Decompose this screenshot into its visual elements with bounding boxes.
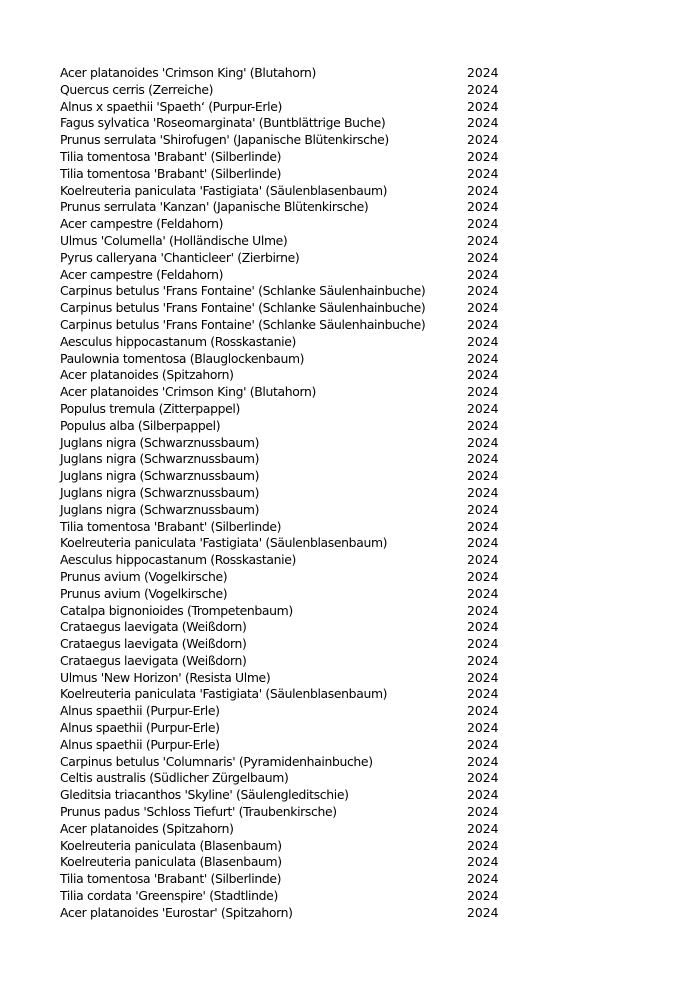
list-item [60, 82, 620, 99]
planting-year: 2024 [467, 619, 499, 635]
tree-species-name: Aesculus hippocastanum (Rosskastanie) [60, 333, 296, 349]
list-item [60, 854, 620, 871]
planting-year: 2024 [467, 501, 499, 517]
planting-year: 2024 [467, 787, 499, 803]
list-item [60, 199, 620, 216]
tree-species-name: Acer campestre (Feldahorn) [60, 216, 224, 232]
planting-year: 2024 [467, 434, 499, 450]
tree-species-name: Prunus avium (Vogelkirsche) [60, 568, 228, 584]
planting-year: 2024 [467, 652, 499, 668]
list-item [60, 233, 620, 250]
tree-species-name: Juglans nigra (Schwarznussbaum) [60, 468, 260, 484]
list-item [60, 787, 620, 804]
tree-species-name: Tilia cordata 'Greenspire' (Stadtlinde) [60, 888, 278, 904]
planting-year: 2024 [467, 871, 499, 887]
planting-year: 2024 [467, 98, 499, 114]
planting-year: 2024 [467, 333, 499, 349]
planting-year: 2024 [467, 636, 499, 652]
list-item [60, 888, 620, 905]
tree-species-name: Catalpa bignonioides (Trompetenbaum) [60, 602, 293, 618]
list-item [60, 418, 620, 435]
list-item [60, 838, 620, 855]
list-item [60, 401, 620, 418]
tree-species-name: Acer platanoides (Spitzahorn) [60, 367, 234, 383]
planting-year: 2024 [467, 81, 499, 97]
planting-year: 2024 [467, 283, 499, 299]
planting-year: 2024 [467, 182, 499, 198]
list-item [60, 351, 620, 368]
planting-year: 2024 [467, 686, 499, 702]
planting-year: 2024 [467, 602, 499, 618]
tree-species-name: Acer platanoides 'Crimson King' (Blutahorn) [60, 384, 316, 400]
planting-year: 2024 [467, 384, 499, 400]
planting-year: 2024 [467, 115, 499, 131]
planting-year: 2024 [467, 300, 499, 316]
list-item [60, 502, 620, 519]
planting-year: 2024 [467, 249, 499, 265]
planting-year: 2024 [467, 820, 499, 836]
list-item [60, 183, 620, 200]
planting-year: 2024 [467, 266, 499, 282]
planting-year: 2024 [467, 770, 499, 786]
list-item [60, 317, 620, 334]
list-item [60, 115, 620, 132]
tree-species-name: Carpinus betulus 'Columnaris' (Pyramidenhainbuche) [60, 753, 373, 769]
list-item [60, 586, 620, 603]
list-item [60, 149, 620, 166]
list-item [60, 636, 620, 653]
list-item [60, 535, 620, 552]
planting-year: 2024 [467, 132, 499, 148]
list-item [60, 300, 620, 317]
tree-species-name: Carpinus betulus 'Frans Fontaine' (Schlanke Säulenhainbuche) [60, 300, 426, 316]
list-item [60, 703, 620, 720]
list-item [60, 65, 620, 82]
tree-species-name: Koelreuteria paniculata (Blasenbaum) [60, 854, 282, 870]
planting-year: 2024 [467, 888, 499, 904]
planting-year: 2024 [467, 535, 499, 551]
planting-year: 2024 [467, 736, 499, 752]
planting-year: 2024 [467, 804, 499, 820]
tree-species-name: Juglans nigra (Schwarznussbaum) [60, 451, 260, 467]
tree-species-name: Koelreuteria paniculata (Blasenbaum) [60, 837, 282, 853]
tree-species-name: Celtis australis (Südlicher Zürgelbaum) [60, 770, 289, 786]
tree-planting-list [60, 65, 620, 922]
tree-species-name: Prunus serrulata 'Shirofugen' (Japanische Blütenkirsche) [60, 132, 389, 148]
tree-species-name: Acer platanoides 'Eurostar' (Spitzahorn) [60, 904, 293, 920]
tree-species-name: Alnus spaethii (Purpur-Erle) [60, 720, 220, 736]
list-item [60, 384, 620, 401]
tree-species-name: Alnus spaethii (Purpur-Erle) [60, 703, 220, 719]
planting-year: 2024 [467, 232, 499, 248]
planting-year: 2024 [467, 350, 499, 366]
tree-species-name: Fagus sylvatica 'Roseomarginata' (Buntblättrige Buche) [60, 115, 386, 131]
list-item [60, 653, 620, 670]
list-item [60, 519, 620, 536]
tree-species-name: Paulownia tomentosa (Blauglockenbaum) [60, 350, 305, 366]
planting-year: 2024 [467, 451, 499, 467]
tree-species-name: Crataegus laevigata (Weißdorn) [60, 636, 247, 652]
tree-species-name: Tilia tomentosa 'Brabant' (Silberlinde) [60, 148, 282, 164]
tree-species-name: Carpinus betulus 'Frans Fontaine' (Schlanke Säulenhainbuche) [60, 283, 426, 299]
list-item [60, 770, 620, 787]
planting-year: 2024 [467, 316, 499, 332]
list-item [60, 670, 620, 687]
list-item [60, 686, 620, 703]
list-item [60, 485, 620, 502]
tree-species-name: Alnus spaethii (Purpur-Erle) [60, 736, 220, 752]
planting-year: 2024 [467, 367, 499, 383]
list-item [60, 435, 620, 452]
planting-year: 2024 [467, 904, 499, 920]
list-item [60, 821, 620, 838]
list-item [60, 603, 620, 620]
list-item [60, 283, 620, 300]
tree-species-name: Koelreuteria paniculata 'Fastigiata' (Säulenblasenbaum) [60, 182, 388, 198]
tree-species-name: Tilia tomentosa 'Brabant' (Silberlinde) [60, 871, 282, 887]
tree-species-name: Acer platanoides (Spitzahorn) [60, 820, 234, 836]
tree-species-name: Prunus avium (Vogelkirsche) [60, 585, 228, 601]
tree-species-name: Juglans nigra (Schwarznussbaum) [60, 434, 260, 450]
planting-year: 2024 [467, 199, 499, 215]
tree-species-name: Carpinus betulus 'Frans Fontaine' (Schlanke Säulenhainbuche) [60, 316, 426, 332]
list-item [60, 367, 620, 384]
planting-year: 2024 [467, 552, 499, 568]
tree-species-name: Acer platanoides 'Crimson King' (Blutahorn) [60, 65, 316, 80]
tree-species-name: Prunus serrulata 'Kanzan' (Japanische Blütenkirsche) [60, 199, 369, 215]
tree-species-name: Koelreuteria paniculata 'Fastigiata' (Säulenblasenbaum) [60, 535, 388, 551]
tree-species-name: Gleditsia triacanthos 'Skyline' (Säulengleditschie) [60, 787, 349, 803]
list-item [60, 132, 620, 149]
list-item [60, 250, 620, 267]
list-item [60, 804, 620, 821]
planting-year: 2024 [467, 417, 499, 433]
planting-year: 2024 [467, 669, 499, 685]
list-item [60, 334, 620, 351]
planting-year: 2024 [467, 148, 499, 164]
tree-species-name: Juglans nigra (Schwarznussbaum) [60, 501, 260, 517]
list-item [60, 905, 620, 922]
list-item [60, 451, 620, 468]
tree-species-name: Populus tremula (Zitterpappel) [60, 400, 241, 416]
tree-species-name: Prunus padus 'Schloss Tiefurt' (Traubenkirsche) [60, 804, 337, 820]
planting-year: 2024 [467, 165, 499, 181]
planting-year: 2024 [467, 468, 499, 484]
tree-species-name: Populus alba (Silberpappel) [60, 417, 221, 433]
planting-year: 2024 [467, 753, 499, 769]
list-item [60, 737, 620, 754]
planting-year: 2024 [467, 854, 499, 870]
planting-year: 2024 [467, 568, 499, 584]
list-item [60, 871, 620, 888]
list-item [60, 468, 620, 485]
planting-year: 2024 [467, 400, 499, 416]
planting-year: 2024 [467, 585, 499, 601]
tree-species-name: Quercus cerris (Zerreiche) [60, 81, 214, 97]
list-item [60, 99, 620, 116]
planting-year: 2024 [467, 65, 499, 80]
planting-year: 2024 [467, 216, 499, 232]
tree-species-name: Alnus x spaethii 'Spaeth‘ (Purpur-Erle) [60, 98, 283, 114]
list-item [60, 552, 620, 569]
tree-species-name: Aesculus hippocastanum (Rosskastanie) [60, 552, 296, 568]
tree-species-name: Ulmus 'New Horizon' (Resista Ulme) [60, 669, 271, 685]
tree-species-name: Juglans nigra (Schwarznussbaum) [60, 484, 260, 500]
tree-species-name: Crataegus laevigata (Weißdorn) [60, 619, 247, 635]
planting-year: 2024 [467, 837, 499, 853]
tree-species-name: Ulmus 'Columella' (Holländische Ulme) [60, 232, 288, 248]
tree-species-name: Tilia tomentosa 'Brabant' (Silberlinde) [60, 518, 282, 534]
planting-year: 2024 [467, 703, 499, 719]
planting-year: 2024 [467, 484, 499, 500]
tree-species-name: Koelreuteria paniculata 'Fastigiata' (Säulenblasenbaum) [60, 686, 388, 702]
list-item [60, 267, 620, 284]
tree-species-name: Pyrus calleryana 'Chanticleer' (Zierbirne) [60, 249, 300, 265]
list-item [60, 216, 620, 233]
list-item [60, 569, 620, 586]
planting-year: 2024 [467, 720, 499, 736]
list-item [60, 720, 620, 737]
tree-species-name: Crataegus laevigata (Weißdorn) [60, 652, 247, 668]
list-item [60, 754, 620, 771]
list-item [60, 619, 620, 636]
list-item [60, 166, 620, 183]
tree-species-name: Acer campestre (Feldahorn) [60, 266, 224, 282]
tree-species-name: Tilia tomentosa 'Brabant' (Silberlinde) [60, 165, 282, 181]
planting-year: 2024 [467, 518, 499, 534]
